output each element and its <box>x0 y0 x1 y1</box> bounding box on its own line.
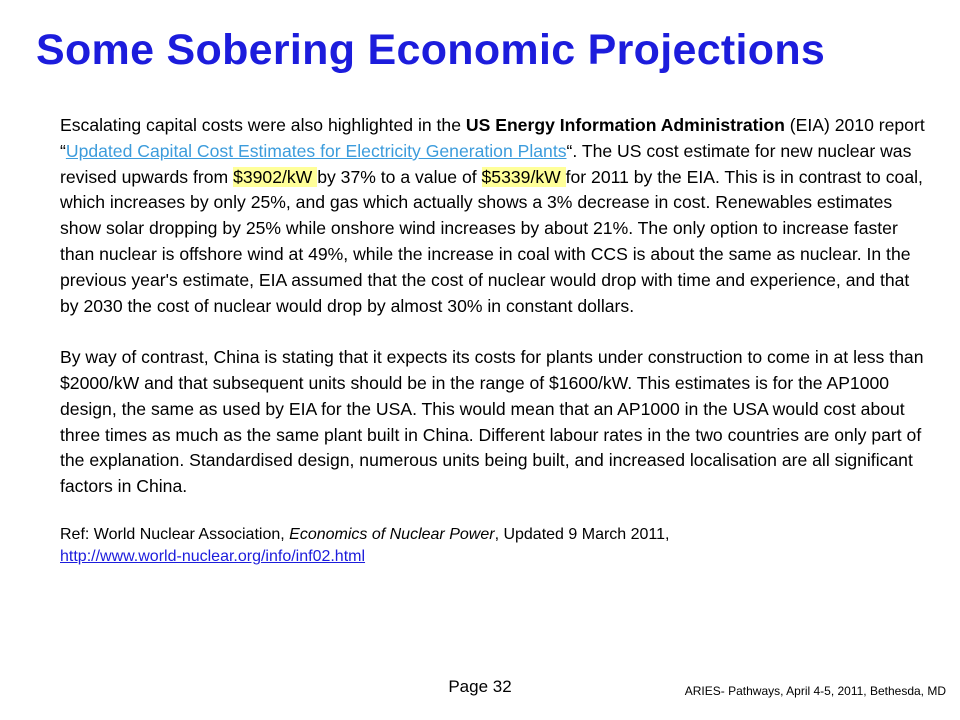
eia-name: US Energy Information Administration <box>465 115 785 135</box>
text-segment: “. The US cost estimate for new nuclear was revised upwards from <box>60 140 912 187</box>
page-number: Page 32 <box>448 677 512 696</box>
text-segment: for 2011 by the EIA. This is in contrast to coal, which increases by only 25%, and gas which actually shows a 3% decrease in cost. Renewables estimates show solar dropping by 25% while onshore wind increases by about 21%. The only option to increase faster than nuclear is offshore wind at 49%, while the increase in coal with CCS is about the same as nuclear. In the previous year's estimate, EIA assumed that the cost of nuclear would drop with time and experience, and that by 2030 the cost of nuclear would drop by almost 30% in constant dollars. <box>60 166 923 316</box>
paragraph-china: By way of contrast, China is stating that it expects its costs for plants under construction to come in at less than $2000/kW and that subsequent units should be in the range of $1600/kW. This estimates is for the AP1000 design, the same as used by EIA for the USA. This would mean that an AP1000 in the USA would cost about three times as much as the same plant built in China. Different labour rates in the two countries are only part of the explanation. Standardised design, numerous units being built, and increased localisation are all significant factors in China. <box>60 347 924 497</box>
reference-title: Economics of Nuclear Power <box>289 525 495 543</box>
main-text <box>60 113 930 568</box>
highlight-2010-cost: $3902/kW <box>233 166 318 187</box>
reference-prefix: Ref: World Nuclear Association, <box>60 525 290 543</box>
report-link[interactable]: Updated Capital Cost Estimates for Electricity Generation Plants <box>65 140 567 161</box>
text-segment: Escalating capital costs were also highlighted in the <box>60 115 466 135</box>
page-title: Some Sobering Economic Projections <box>36 26 826 74</box>
paragraph-eia <box>60 113 930 319</box>
reference-url-link[interactable]: http://www.world-nuclear.org/info/inf02.html <box>60 547 366 565</box>
highlight-2011-cost: $5339/kW <box>481 166 566 187</box>
text-segment: by 37% to a value of <box>317 166 482 187</box>
text-segment: (EIA) 2010 report “ <box>60 115 925 161</box>
reference <box>60 524 930 568</box>
footer-text: ARIES- Pathways, April 4-5, 2011, Bethesda, MD <box>684 684 946 698</box>
reference-suffix: , Updated 9 March 2011, <box>494 525 670 543</box>
